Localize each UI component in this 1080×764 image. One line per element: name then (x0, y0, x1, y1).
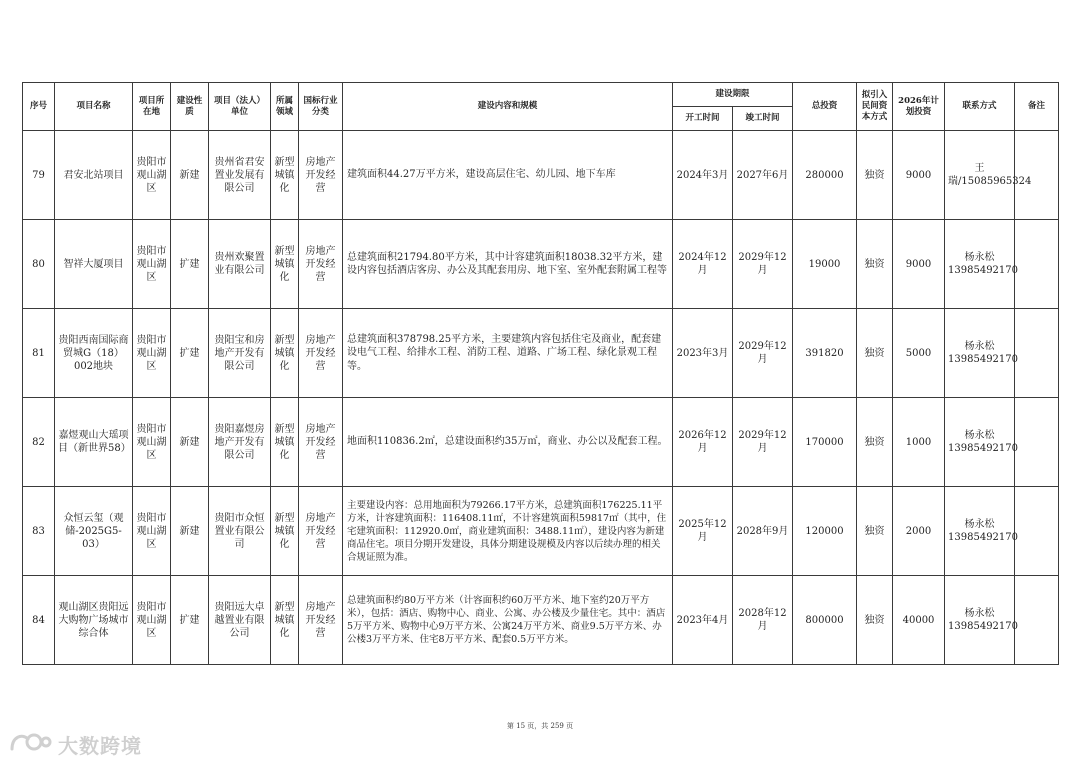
cell-capital: 独资 (857, 576, 893, 665)
cell-field: 新型城镇化 (271, 131, 299, 220)
cell-content: 总建筑面积21794.80平方米，其中计容建筑面积18038.32平方米，建设内容包括酒店客房、办公及其配套用房、地下室、室外配套附属工程等 (343, 220, 673, 309)
cell-end: 2028年9月 (733, 487, 793, 576)
header-nature: 建设性质 (171, 83, 209, 131)
cell-nature: 扩建 (171, 220, 209, 309)
cell-industry: 房地产开发经营 (299, 398, 343, 487)
cell-end: 2027年6月 (733, 131, 793, 220)
cell-seq: 80 (23, 220, 55, 309)
cell-name: 智祥大厦项目 (55, 220, 133, 309)
cell-capital: 独资 (857, 309, 893, 398)
watermark-logo-icon (8, 729, 52, 759)
cell-contact: 杨永松13985492170 (945, 398, 1015, 487)
header-start: 开工时间 (673, 107, 733, 131)
cell-nature: 新建 (171, 131, 209, 220)
header-remark: 备注 (1015, 83, 1059, 131)
cell-nature: 新建 (171, 398, 209, 487)
project-table (22, 82, 1059, 665)
cell-start: 2024年3月 (673, 131, 733, 220)
cell-seq: 79 (23, 131, 55, 220)
cell-plan: 5000 (893, 309, 945, 398)
cell-investment: 391820 (793, 309, 857, 398)
cell-location: 贵阳市观山湖区 (133, 487, 171, 576)
table-row (23, 576, 1059, 665)
cell-start: 2026年12月 (673, 398, 733, 487)
cell-remark (1015, 220, 1059, 309)
cell-contact: 杨永松13985492170 (945, 487, 1015, 576)
cell-location: 贵阳市观山湖区 (133, 576, 171, 665)
header-location: 项目所在地 (133, 83, 171, 131)
cell-seq: 81 (23, 309, 55, 398)
cell-seq: 84 (23, 576, 55, 665)
cell-remark (1015, 487, 1059, 576)
cell-remark (1015, 131, 1059, 220)
header-field: 所属领域 (271, 83, 299, 131)
cell-contact: 杨永松13985492170 (945, 309, 1015, 398)
cell-content: 总建筑面积约80万平方米（计容面积约60万平方米、地下室约20万平方米），包括：酒店、购物中心、商业、公寓、办公楼及少量住宅。其中：酒店5万平方米、购物中心9万平方米、公寓24万平方米、商业9.5万平方米、办公楼3万平方米、住宅8万平方米、配套0.5万平方米。 (343, 576, 673, 665)
header-name: 项目名称 (55, 83, 133, 131)
cell-owner: 贵州欢聚置业有限公司 (209, 220, 271, 309)
cell-remark (1015, 398, 1059, 487)
cell-contact: 杨永松13985492170 (945, 220, 1015, 309)
cell-field: 新型城镇化 (271, 398, 299, 487)
header-period: 建设期限 (673, 83, 793, 107)
cell-name: 众恒云玺（观储-2025G5-03） (55, 487, 133, 576)
table-row (23, 220, 1059, 309)
cell-investment: 19000 (793, 220, 857, 309)
cell-field: 新型城镇化 (271, 487, 299, 576)
cell-owner: 贵阳市众恒置业有限公司 (209, 487, 271, 576)
cell-start: 2023年4月 (673, 576, 733, 665)
cell-owner: 贵阳远大卓越置业有限公司 (209, 576, 271, 665)
cell-plan: 9000 (893, 220, 945, 309)
cell-investment: 800000 (793, 576, 857, 665)
cell-nature: 扩建 (171, 576, 209, 665)
cell-owner: 贵州省君安置业发展有限公司 (209, 131, 271, 220)
cell-end: 2028年12月 (733, 576, 793, 665)
cell-industry: 房地产开发经营 (299, 220, 343, 309)
cell-investment: 170000 (793, 398, 857, 487)
page-number: 第 15 页，共 259 页 (506, 722, 574, 730)
cell-industry: 房地产开发经营 (299, 576, 343, 665)
header-industry: 国标行业分类 (299, 83, 343, 131)
cell-content: 总建筑面积378798.25平方米，主要建筑内容包括住宅及商业，配套建设电气工程、给排水工程、消防工程、道路、广场工程、绿化景观工程等。 (343, 309, 673, 398)
cell-contact: 王瑞/15085965324 (945, 131, 1015, 220)
header-owner: 项目（法人）单位 (209, 83, 271, 131)
cell-name: 贵阳西南国际商贸城G（18）002地块 (55, 309, 133, 398)
cell-start: 2023年3月 (673, 309, 733, 398)
cell-location: 贵阳市观山湖区 (133, 131, 171, 220)
header-content: 建设内容和规模 (343, 83, 673, 131)
cell-name: 观山湖区贵阳远大购物广场城市综合体 (55, 576, 133, 665)
cell-name: 君安北站项目 (55, 131, 133, 220)
table-row (23, 398, 1059, 487)
table-row (23, 309, 1059, 398)
cell-remark (1015, 309, 1059, 398)
cell-start: 2024年12月 (673, 220, 733, 309)
cell-owner: 贵阳嘉煜房地产开发有限公司 (209, 398, 271, 487)
cell-contact: 杨永松13985492170 (945, 576, 1015, 665)
cell-content: 地面积110836.2㎡，总建设面积约35万㎡，商业、办公以及配套工程。 (343, 398, 673, 487)
cell-capital: 独资 (857, 131, 893, 220)
cell-remark (1015, 576, 1059, 665)
cell-start: 2025年12月 (673, 487, 733, 576)
header-capital: 拟引入民间资本方式 (857, 83, 893, 131)
cell-nature: 扩建 (171, 309, 209, 398)
header-seq: 序号 (23, 83, 55, 131)
header-end: 竣工时间 (733, 107, 793, 131)
cell-plan: 40000 (893, 576, 945, 665)
header-contact: 联系方式 (945, 83, 1015, 131)
cell-field: 新型城镇化 (271, 309, 299, 398)
cell-name: 嘉煜观山大瑶项目（新世界58） (55, 398, 133, 487)
cell-content: 建筑面积44.27万平方米，建设高层住宅、幼儿园、地下车库 (343, 131, 673, 220)
cell-seq: 82 (23, 398, 55, 487)
cell-nature: 新建 (171, 487, 209, 576)
cell-plan: 9000 (893, 131, 945, 220)
cell-seq: 83 (23, 487, 55, 576)
cell-capital: 独资 (857, 220, 893, 309)
cell-industry: 房地产开发经营 (299, 309, 343, 398)
header-plan: 2026年计划投资 (893, 83, 945, 131)
cell-owner: 贵阳宝和房地产开发有限公司 (209, 309, 271, 398)
cell-end: 2029年12月 (733, 220, 793, 309)
cell-location: 贵阳市观山湖区 (133, 220, 171, 309)
table-row (23, 487, 1059, 576)
cell-location: 贵阳市观山湖区 (133, 309, 171, 398)
cell-capital: 独资 (857, 487, 893, 576)
cell-industry: 房地产开发经营 (299, 131, 343, 220)
cell-end: 2029年12月 (733, 309, 793, 398)
cell-location: 贵阳市观山湖区 (133, 398, 171, 487)
cell-field: 新型城镇化 (271, 220, 299, 309)
header-investment: 总投资 (793, 83, 857, 131)
cell-investment: 280000 (793, 131, 857, 220)
cell-plan: 2000 (893, 487, 945, 576)
cell-investment: 120000 (793, 487, 857, 576)
watermark-text: 大数跨境 (58, 733, 142, 758)
cell-end: 2029年12月 (733, 398, 793, 487)
cell-plan: 1000 (893, 398, 945, 487)
cell-capital: 独资 (857, 398, 893, 487)
cell-content: 主要建设内容：总用地面积为79266.17平方米，总建筑面积176225.11平方米，计容建筑面积：116408.11㎡，不计容建筑面积59817㎡（其中，住宅建筑面积：112920.0㎡，商业建筑面积：3488.11㎡），建设内容为新建商品住宅。项目分期开发建设，具体分期建设规模及内容以后续办理的相关合规证照为准。 (343, 487, 673, 576)
cell-industry: 房地产开发经营 (299, 487, 343, 576)
watermark (8, 730, 142, 758)
table-row (23, 131, 1059, 220)
cell-field: 新型城镇化 (271, 576, 299, 665)
